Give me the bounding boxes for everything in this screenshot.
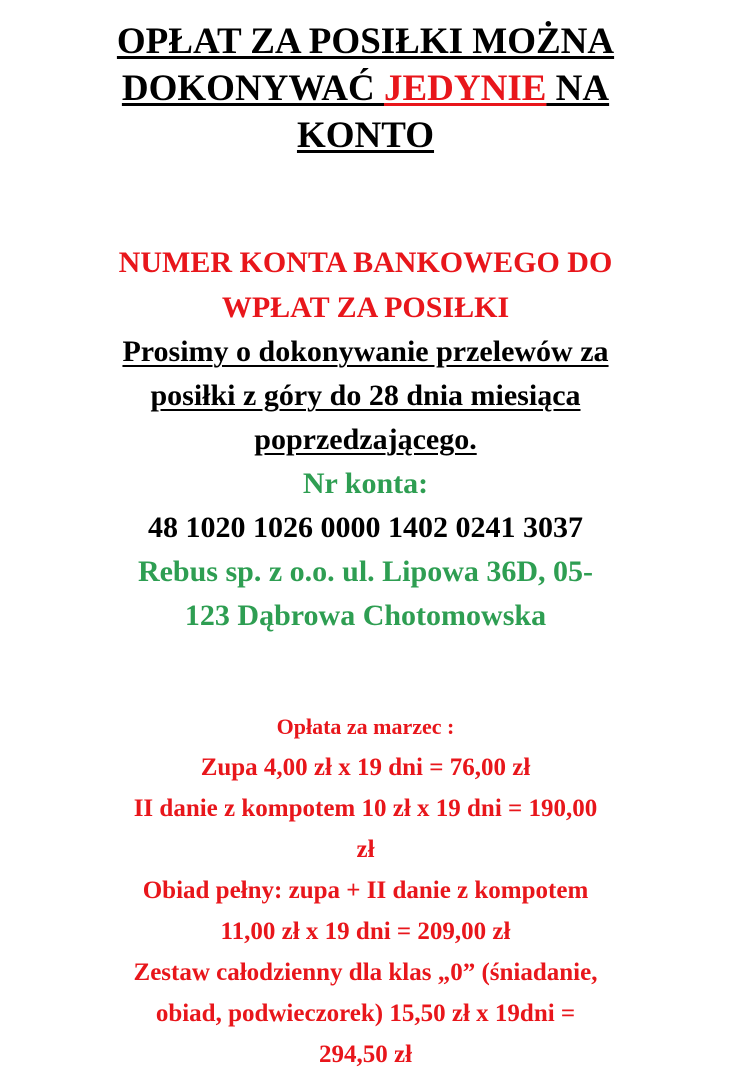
fee-line: Obiad pełny: zupa + II danie z kompotem — [142, 877, 589, 904]
fees-section — [0, 706, 731, 1075]
fee-line: zł — [356, 836, 375, 863]
request-line-3-text: poprzedzającego. — [254, 423, 477, 456]
headline-line-3-text: KONTO — [296, 115, 435, 156]
payment-headline — [0, 18, 731, 159]
fee-line: 11,00 zł x 19 dni = 209,00 zł — [220, 918, 511, 945]
recipient-line-2: 123 Dąbrowa Chotomowska — [184, 599, 547, 632]
fees-title: Opłata za marzec : — [276, 714, 455, 739]
request-line-2 — [0, 374, 731, 418]
request-line-1-text: Prosimy o dokonywanie przelewów za — [122, 335, 609, 368]
headline-emphasis-jedynie: JEDYNIE — [383, 68, 547, 109]
account-heading-line-1: NUMER KONTA BANKOWEGO DO — [118, 246, 613, 279]
recipient-line-1: Rebus sp. z o.o. ul. Lipowa 36D, 05- — [137, 555, 594, 588]
headline-line-2-start: DOKONYWAĆ — [121, 68, 384, 109]
fee-line: Zupa 4,00 zł x 19 dni = 76,00 zł — [200, 754, 531, 781]
fee-line: 294,50 zł — [318, 1041, 413, 1068]
headline-line-3 — [0, 112, 731, 159]
request-line-2-text: posiłki z góry do 28 dnia miesiąca — [150, 379, 581, 412]
request-line-3 — [0, 418, 731, 462]
headline-line-2 — [0, 65, 731, 112]
account-number: 48 1020 1026 0000 1402 0241 3037 — [148, 511, 583, 544]
account-section — [0, 240, 731, 638]
headline-line-1-text: OPŁAT ZA POSIŁKI MOŻNA — [116, 21, 615, 62]
fee-line: obiad, podwieczorek) 15,50 zł x 19dni = — [155, 1000, 576, 1027]
headline-line-2-end: NA — [546, 68, 610, 109]
account-label: Nr konta: — [302, 467, 429, 500]
headline-line-1 — [0, 18, 731, 65]
fee-line: II danie z kompotem 10 zł x 19 dni = 190,00 — [133, 795, 598, 822]
fee-line: Zestaw całodzienny dla klas „0” (śniadanie, — [133, 959, 598, 986]
account-heading-line-2: WPŁAT ZA POSIŁKI — [221, 291, 510, 324]
request-line-1 — [0, 330, 731, 374]
